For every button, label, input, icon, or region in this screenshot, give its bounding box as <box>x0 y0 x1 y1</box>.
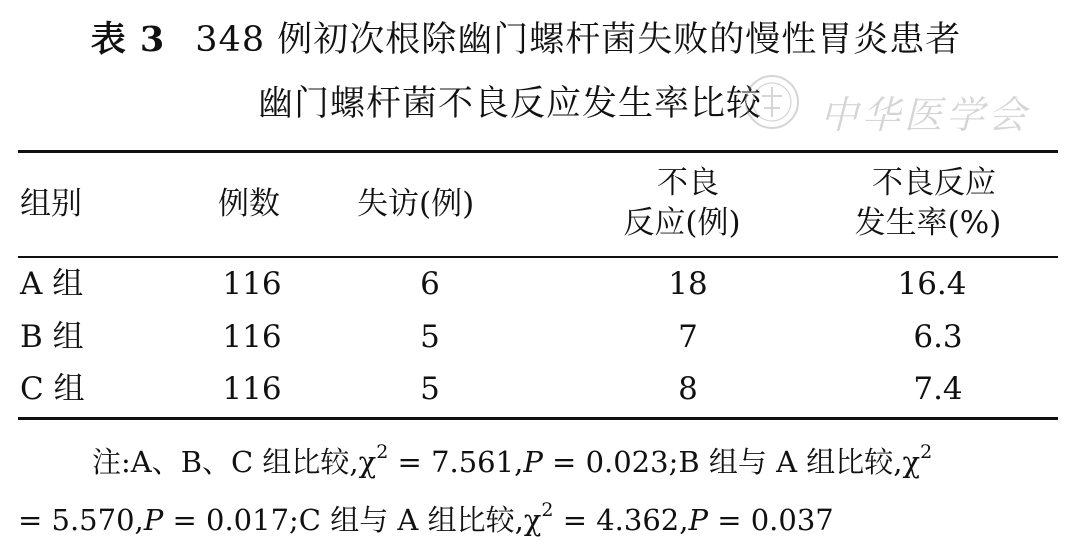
table-top-rule <box>18 150 1058 153</box>
table-note-line-1 <box>92 443 932 481</box>
header-group: 组别 <box>20 186 82 222</box>
note-text: = 4.362, <box>553 503 689 537</box>
row-a-adverse: 18 <box>668 266 708 302</box>
note-text: = 0.037 <box>707 503 834 537</box>
note-text: 注:A、B、C 组比较,χ <box>92 445 377 479</box>
seal-emblem-icon <box>742 72 802 132</box>
note-text: = 7.561, <box>388 445 524 479</box>
row-c-group: C 组 <box>20 371 85 407</box>
row-c-rate: 7.4 <box>913 371 963 407</box>
row-b-group: B 组 <box>20 319 84 355</box>
note-text: = 0.023;B 组与 A 组比较,χ <box>542 445 921 479</box>
row-c-adverse: 8 <box>678 371 698 407</box>
header-rate-line2: 发生率(%) <box>854 205 1002 241</box>
note-p-symbol: P <box>143 503 164 537</box>
header-adverse-line1: 不良 <box>657 165 719 201</box>
note-superscript: 2 <box>541 499 554 521</box>
table-label: 表 3 <box>90 19 166 60</box>
header-cases: 例数 <box>218 186 280 222</box>
row-b-lost: 5 <box>420 319 440 355</box>
table-note-line-2 <box>18 501 834 539</box>
row-a-rate: 16.4 <box>897 266 967 302</box>
table-bottom-rule <box>18 417 1058 420</box>
note-superscript: 2 <box>920 441 933 463</box>
row-c-cases: 116 <box>222 371 282 407</box>
table-header-rule <box>18 256 1058 258</box>
note-text: = 5.570, <box>18 503 144 537</box>
header-adverse-line2: 反应(例) <box>623 205 741 241</box>
watermark-text: 中华医学会 <box>820 93 1031 137</box>
table-title-line-1 <box>0 18 1066 62</box>
row-b-rate: 6.3 <box>913 319 963 355</box>
row-a-cases: 116 <box>222 266 282 302</box>
row-a-group: A 组 <box>20 266 84 302</box>
note-p-symbol: P <box>523 445 543 479</box>
watermark <box>720 70 1031 137</box>
row-c-lost: 5 <box>420 371 440 407</box>
header-lost: 失访(例) <box>357 186 475 222</box>
row-a-lost: 6 <box>420 266 440 302</box>
row-b-cases: 116 <box>222 319 282 355</box>
note-superscript: 2 <box>376 441 389 463</box>
note-text: = 0.017;C 组与 A 组比较,χ <box>163 503 542 537</box>
header-rate-line1: 不良反应 <box>872 165 996 201</box>
row-b-adverse: 7 <box>678 319 698 355</box>
note-p-symbol: P <box>688 503 708 537</box>
table-title-line-2: 幽门螺杆菌不良反应发生率比较 <box>257 84 762 124</box>
table-title-text: 348 例初次根除幽门螺杆菌失败的慢性胃炎患者 <box>195 20 962 60</box>
